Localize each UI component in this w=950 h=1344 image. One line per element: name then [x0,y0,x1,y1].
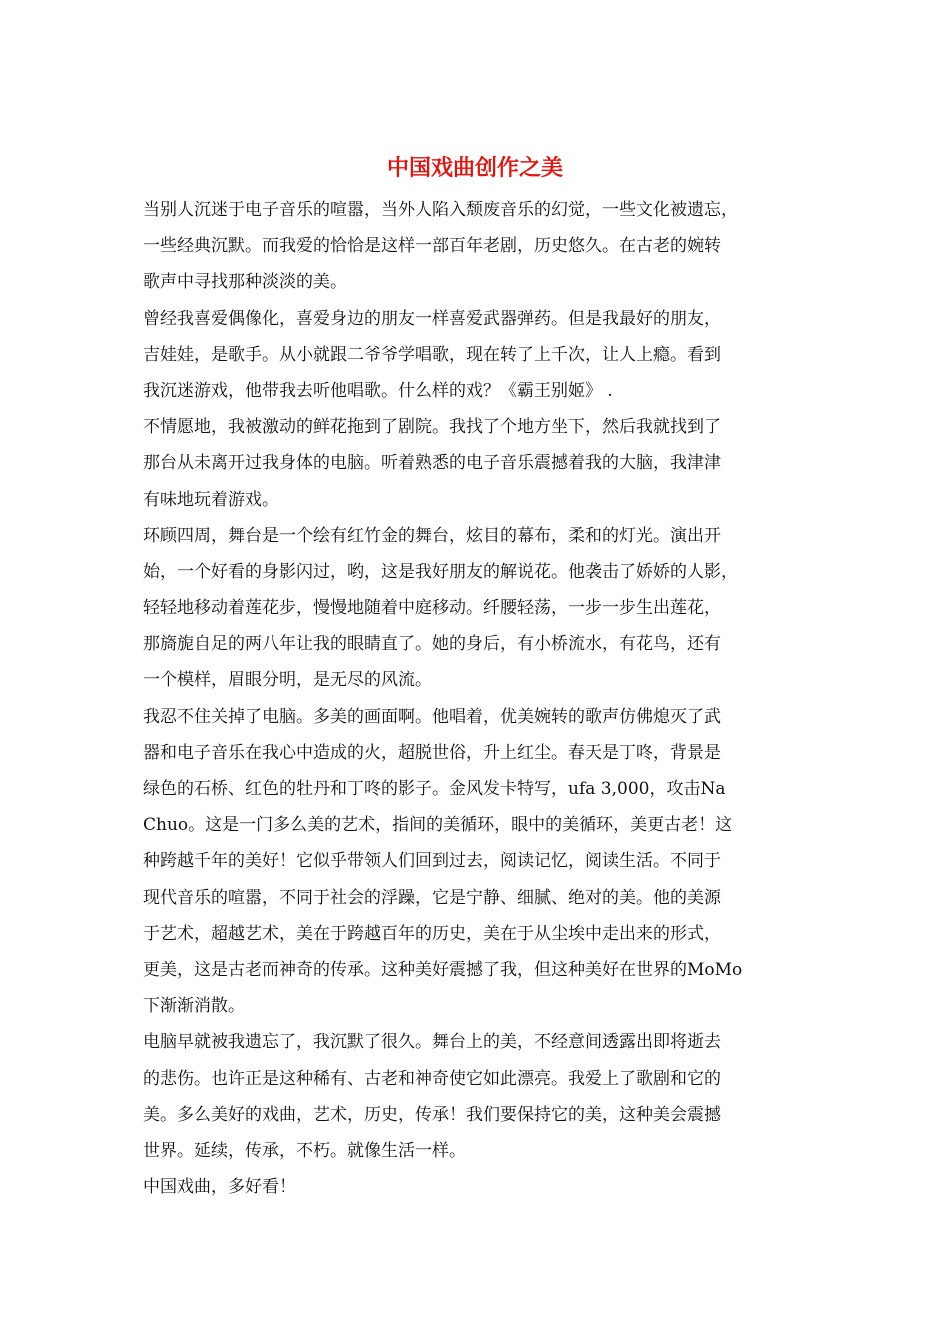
body-line: 曾经我喜爱偶像化，喜爱身边的朋友一样喜爱武器弹药。但是我最好的朋友， [143,308,721,329]
body-line: 一些经典沉默。而我爱的恰恰是这样一部百年老剧，历史悠久。在古老的婉转 [143,236,721,257]
body-line: 的悲伤。也许正是这种稀有、古老和神奇使它如此漂亮。我爱上了歌剧和它的 [143,1068,721,1089]
body-line: 种跨越千年的美好！它似乎带领人们回到过去，阅读记忆，阅读生活。不同于 [143,851,721,872]
body-line: 不情愿地，我被激动的鲜花拖到了剧院。我找了个地方坐下，然后我就找到了 [143,417,721,438]
body-line: 一个模样，眉眼分明，是无尽的风流。 [143,670,432,691]
body-line: 绿色的石桥、红色的牡丹和丁咚的影子。金风发卡特写，ufa 3,000，攻击Na [143,779,726,799]
body-line: 电脑早就被我遗忘了，我沉默了很久。舞台上的美，不经意间透露出即将逝去 [143,1032,721,1053]
body-line: 环顾四周，舞台是一个绘有红竹金的舞台，炫目的幕布，柔和的灯光。演出开 [143,525,721,546]
document-body [143,192,807,1205]
body-line: 始，一个好看的身影闪过，哟，这是我好朋友的解说花。他袭击了娇娇的人影， [143,561,738,582]
body-line: 于艺术，超越艺术，美在于跨越百年的历史，美在于从尘埃中走出来的形式， [143,923,721,944]
body-line: 当别人沉迷于电子音乐的喧嚣，当外人陷入颓废音乐的幻觉，一些文化被遗忘， [143,200,738,220]
body-line: 轻轻地移动着莲花步，慢慢地随着中庭移动。纤腰轻荡，一步一步生出莲花， [143,598,721,619]
body-line: 那旖旎自足的两八年让我的眼睛直了。她的身后，有小桥流水，有花鸟，还有 [143,634,721,655]
body-line: 吉娃娃，是歌手。从小就跟二爷爷学唱歌，现在转了上千次，让人上瘾。看到 [143,344,721,365]
body-line: 那台从未离开过我身体的电脑。听着熟悉的电子音乐震撼着我的大脑，我津津 [143,453,721,474]
body-line: Chuo。这是一门多么美的艺术，指间的美循环，眼中的美循环，美更古老！这 [143,815,733,836]
body-line: 世界。延续，传承，不朽。就像生活一样。 [143,1140,466,1161]
body-line: 下渐渐消散。 [143,996,245,1017]
body-line: 我沉迷游戏，他带我去听他唱歌。什么样的戏？《霸王别姬》 . [143,380,613,401]
document-title: 中国戏曲创作之美 [386,155,563,181]
body-line: 有味地玩着游戏。 [143,489,279,510]
body-line: 中国戏曲，多好看！ [143,1177,296,1198]
body-line: 美。多么美好的戏曲，艺术，历史，传承！我们要保持它的美，这种美会震撼 [143,1104,721,1125]
body-line: 现代音乐的喧嚣，不同于社会的浮躁，它是宁静、细腻、绝对的美。他的美源 [143,887,721,908]
body-line: 我忍不住关掉了电脑。多美的画面啊。他唱着，优美婉转的歌声仿佛熄灭了武 [143,706,721,727]
body-line: 器和电子音乐在我心中造成的火，超脱世俗，升上红尘。春天是丁咚，背景是 [143,742,721,763]
body-line: 歌声中寻找那种淡淡的美。 [143,272,347,293]
body-line: 更美，这是古老而神奇的传承。这种美好震撼了我，但这种美好在世界的MoMo [143,959,743,980]
